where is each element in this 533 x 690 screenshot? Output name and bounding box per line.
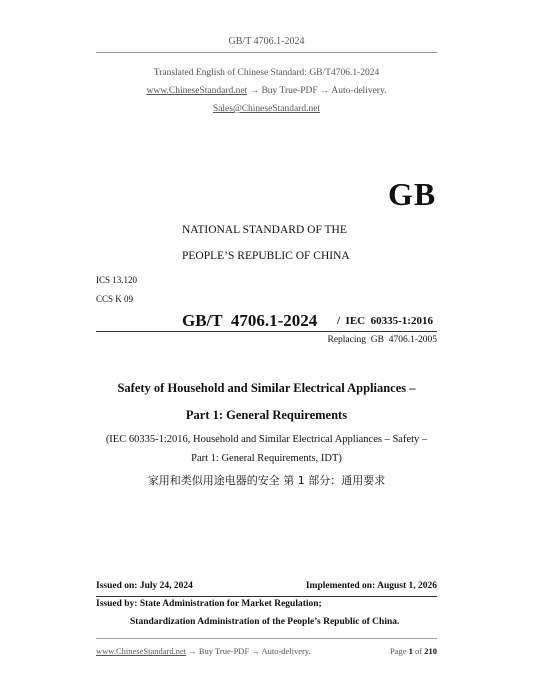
ics-code: ICS 13.120 (96, 275, 138, 285)
running-title: GB/T 4706.1-2024 (228, 36, 305, 47)
page-current: 1 (408, 646, 413, 656)
issuer-line1: Issued by: State Administration for Market Regulation; (96, 599, 322, 609)
national-standard-line1: NATIONAL STANDARD OF THE (182, 224, 347, 236)
equivalent-standard: / IEC 60335-1:2016 (337, 315, 433, 327)
footer-buy-text: → Buy True-PDF → Auto-delivery. (188, 646, 311, 656)
document-title-line1: Safety of Household and Similar Electrical Appliances – (117, 381, 416, 395)
translation-note: Translated English of Chinese Standard: GB/T4706.1-2024 (153, 68, 380, 78)
page-indicator (390, 646, 437, 656)
page-of: of (415, 646, 423, 656)
footer-divider (96, 638, 437, 639)
national-standard-line2: PEOPLE’S REPUBLIC OF CHINA (182, 250, 350, 262)
footer-links (96, 646, 311, 656)
standard-divider (96, 331, 437, 332)
iec-reference-line1: (IEC 60335-1:2016, Household and Similar Electrical Appliances – Safety – (105, 434, 428, 445)
document-title-line2: Part 1: General Requirements (185, 408, 348, 422)
ccs-code: CCS K 09 (96, 294, 134, 304)
replacing-note: Replacing GB 4706.1-2005 (327, 335, 437, 345)
header-divider (96, 52, 437, 53)
issuer-line2: Standardization Administration of the People’s Republic of China. (130, 617, 400, 627)
dates-divider (96, 596, 437, 597)
issued-date: Issued on: July 24, 2024 (96, 581, 193, 591)
chinese-title: 家用和类似用途电器的安全 第 1 部分：通用要求 (147, 474, 386, 487)
page-total: 210 (424, 646, 437, 656)
email-link[interactable]: Sales@ChineseStandard.net (212, 104, 321, 114)
page-label: Page (390, 646, 407, 656)
header-links (0, 86, 533, 96)
footer-site-link[interactable]: www.ChineseStandard.net (96, 646, 187, 656)
buy-text: → Buy True-PDF → Auto-delivery. (249, 86, 387, 96)
iec-reference-line2: Part 1: General Requirements, IDT) (191, 453, 342, 464)
gb-logo: GB (388, 176, 437, 212)
implemented-date: Implemented on: August 1, 2026 (305, 581, 437, 591)
standard-number: GB/T 4706.1-2024 (182, 311, 318, 330)
site-link[interactable]: www.ChineseStandard.net (146, 86, 248, 96)
